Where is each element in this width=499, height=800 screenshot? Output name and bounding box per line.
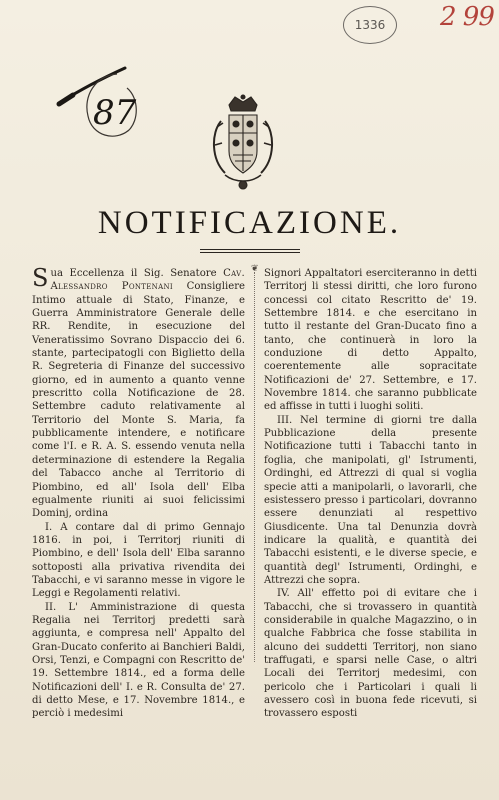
column-divider [254,272,261,662]
section-4: IV. All' effetto poi di evitare che i Tabacchi, che si trovassero in quantità considerabile in qualche Magazzino, o in qualche Fabbrica che fosse stabilita in alcuno dei suddetti Territorj, non siano traffugati, e sparsi nelle Case, o altri Locali dei Territorj medesimi, con pericolo che i Particolari i quali li avessero così in buona fede ricevuti, si trovassero esposti [264,588,477,720]
column-divider-ornament: ❦ [251,264,259,274]
section-1: I. A contare dal di primo Gennajo 1816. in poi, i Territorj riuniti di Piombino, e dell' Isola dell' Elba saranno sottoposti alla privativa rivendita dei Tabacchi, e vi saranno messe in vigore le Leggi e Regolamenti relativi. [32,521,245,600]
intro-lead: ua Eccellenza il Sig. Senatore [50,268,224,279]
handwritten-page-number: 2 99 [440,2,494,32]
section-2: II. L' Amministrazione di questa Regalia nei Territorj predetti sarà aggiunta, e compresa nell' Appalto del Gran-Ducato conferito ai Banchieri Baldi, Orsi, Tenzi, e Compagni con Rescritto de' 19. Settembre 1814., ed a forma delle Notificazioni dell' I. e R. Consulta de' 27. di detto Mese, e 17. Novembre 1814., e perciò i medesimi [32,601,245,720]
right-column [264,267,477,721]
grand-ducal-crest-icon [207,93,279,193]
intro-rest: Consigliere Intimo attuale di Stato, Finanze, e Guerra Amministratore Generale delle RR. Rendite, in esecuzione del Veneratissimo Sovrano Dispaccio dei 6. stante, partecipatogli con Biglietto della R. Segreteria di Finanze del successivo giorno, ed in aumento a quanto venne prescritto colla Notificazione de 28. Settembre caduto relativamente al Territorio del Monte S. Maria, fa pubblicamente intendere, e notificare come l'I. e R. A. S. essendo venuta nella determinazione di estendere la Regalia del Tabacco anche al Territorio di Piombino, ed all' Isola dell' Elba egualmente riuniti ai suoi felicissimi Dominj, ordina [32,281,245,520]
section-2-continued: Signori Appaltatori eserciteranno in detti Territorj li stessi diritti, che loro furono concessi col citato Rescritto de' 19. Settembre 1814. e che esercitano in tutto il restante del Gran-Ducato fino a tanto, che continuerà in loro la conduzione di detto Appalto, coerentemente alle sopracitate Notificazioni de' 27. Settembre, e 17. Novembre 1814. che saranno pubblicate ed affisse in tutti i luoghi soliti. [264,268,477,413]
title-rule-top [200,249,300,250]
section-3: III. Nel termine di giorni tre dalla Pubblicazione della presente Notificazione tutti i Tabacchi tanto in foglia, che manipolati, gl' Istrumenti, Ordinghi, ed Attrezzi di qual si voglia specie atti a manipolarli, o lavorarli, che esistessero presso i particolari, dovranno essere denunziati al respettivo Giusdicente. Una tal Denunzia dovrà indicare la qualità, e quantità dei Tabacchi esistenti, e le diverse specie, e quantità degl' Istrumenti, Ordinghi, e Attrezzi che sopra. [264,414,477,586]
stamp-text: 1336 [354,18,386,32]
left-column [32,264,245,721]
archive-stamp [343,6,397,44]
drop-cap: S [32,264,49,292]
title-rule-bottom [200,252,300,253]
intro-paragraph [32,264,245,521]
handwritten-number: 87 [93,93,137,133]
intro-name: Cav. Alessandro Pontenani [50,268,245,293]
document-title: NOTIFICAZIONE. [97,205,402,241]
